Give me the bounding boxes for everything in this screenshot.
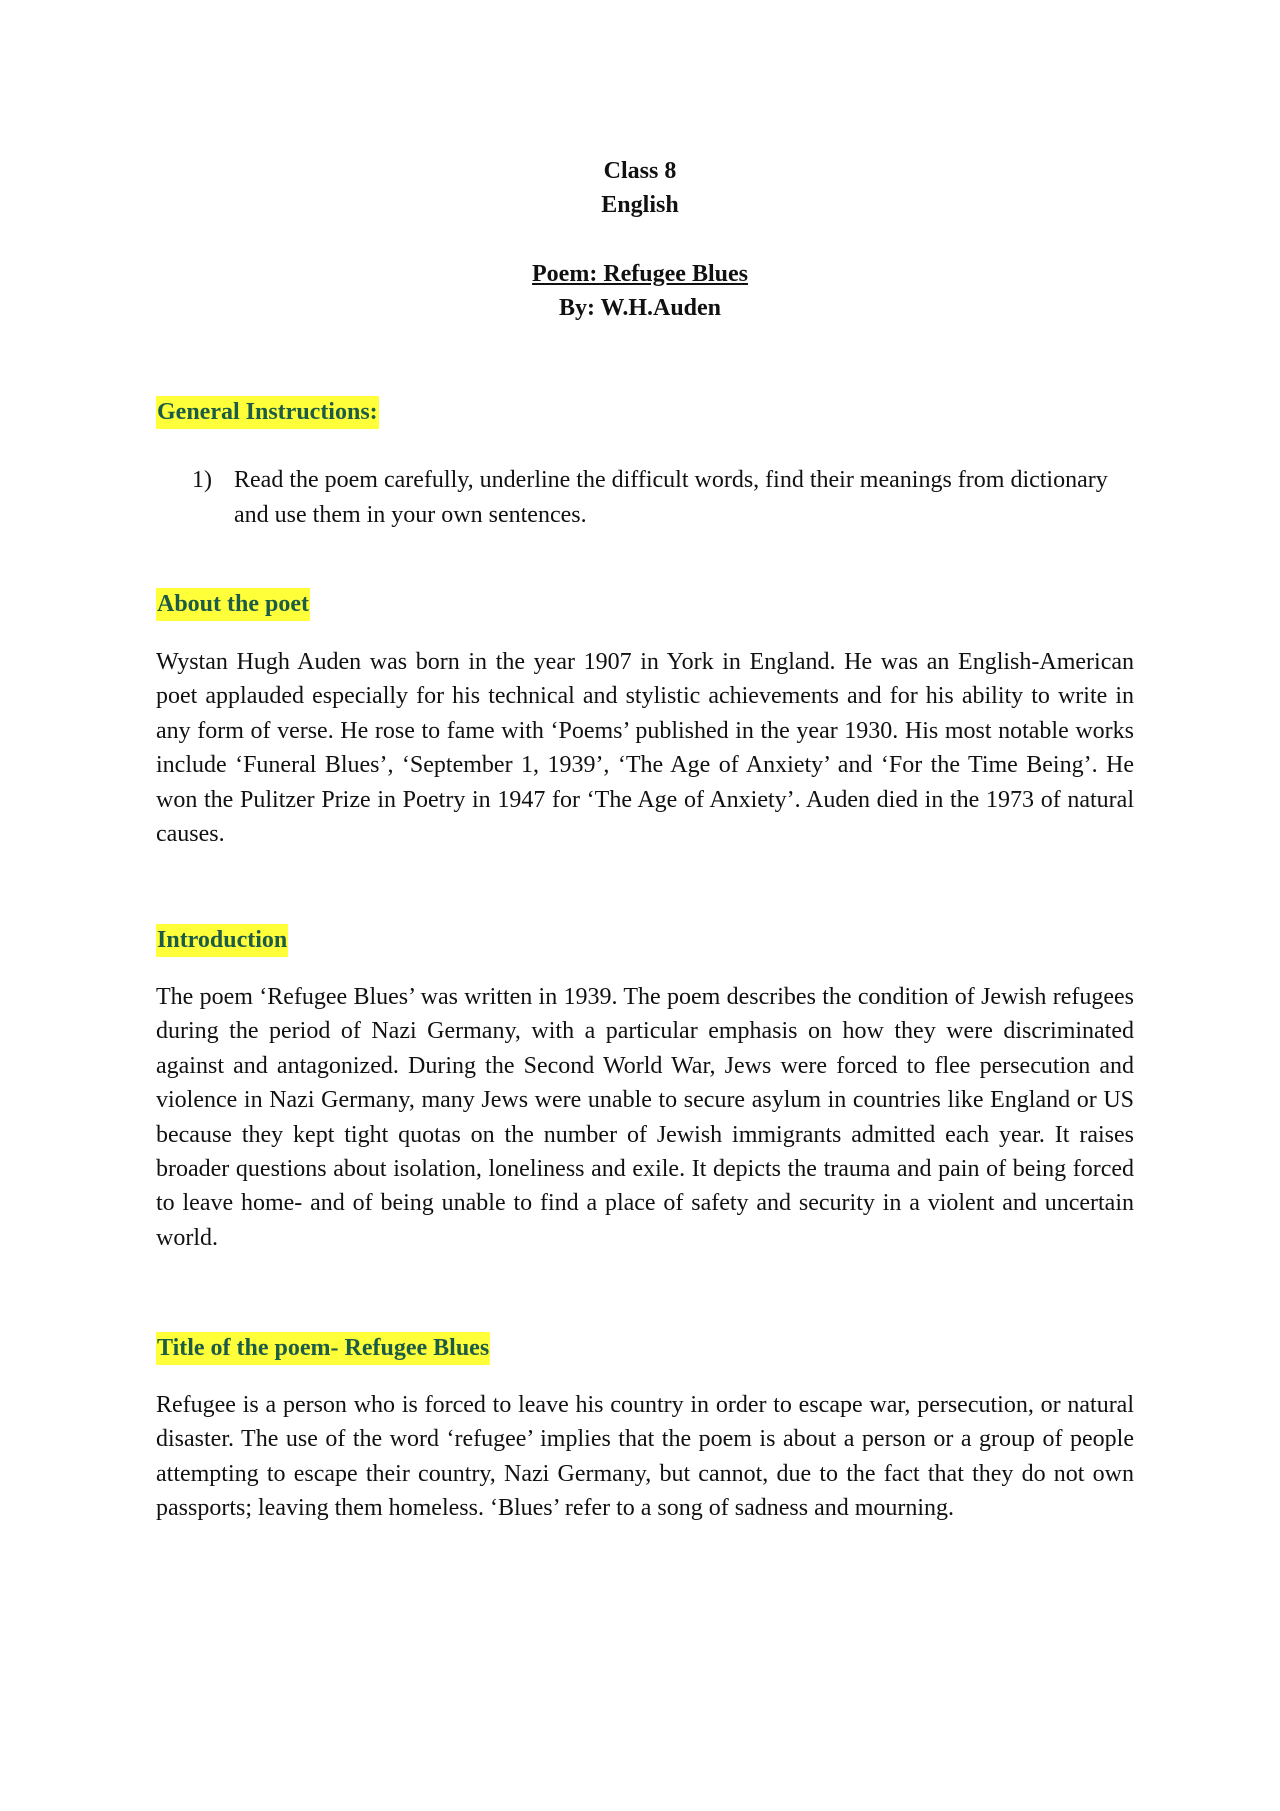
introduction-heading: Introduction — [156, 924, 288, 957]
about-poet-heading: About the poet — [156, 588, 310, 621]
about-poet-paragraph: Wystan Hugh Auden was born in the year 1907 in York in England. He was an English-American poet applauded especially for his technical and stylistic achievements and for his ability to write in any form of verse. He rose to fame with ‘Poems’ published in the year 1930. His most notable works include ‘Funeral Blues’, ‘September 1, 1939’, ‘The Age of Anxiety’ and ‘For the Time Being’. He won the Pulitzer Prize in Poetry in 1947 for ‘The Age of Anxiety’. Auden died in the 1973 of natural causes. — [156, 649, 1134, 848]
general-instructions-heading: General Instructions: — [156, 396, 379, 429]
instruction-text: Read the poem carefully, underline the difficult words, find their meanings from dictionary and use them in your own sentences. — [234, 467, 1108, 528]
title-section-paragraph: Refugee is a person who is forced to leave his country in order to escape war, persecution, or natural disaster. The use of the word ‘refugee’ implies that the poem is about a person or a group of people attempting to escape their country, Nazi Germany, but cannot, due to the fact that they do not own passports; leaving them homeless. ‘Blues’ refer to a song of sadness and mourning. — [156, 1392, 1134, 1522]
introduction-paragraph: The poem ‘Refugee Blues’ was written in 1939. The poem describes the condition of Jewish refugees during the period of Nazi Germany, with a particular emphasis on how they were discriminated against and antagonized. During the Second World War, Jews were forced to flee persecution and violence in Nazi Germany, many Jews were unable to secure asylum in countries like England or US because they kept tight quotas on the number of Jewish immigrants admitted each year. It raises broader questions about isolation, loneliness and exile. It depicts the trauma and pain of being forced to leave home- and of being unable to find a place of safety and security in a violent and uncertain world. — [156, 984, 1134, 1251]
poem-title: Poem: Refugee Blues — [532, 261, 748, 287]
subject-label: English — [601, 192, 679, 218]
instruction-item — [192, 463, 1112, 533]
instruction-number: 1) — [192, 467, 212, 493]
instructions-list — [192, 463, 1112, 533]
poem-author: By: W.H.Auden — [558, 295, 722, 321]
class-label: Class 8 — [603, 158, 677, 184]
title-section-heading: Title of the poem- Refugee Blues — [156, 1332, 490, 1365]
